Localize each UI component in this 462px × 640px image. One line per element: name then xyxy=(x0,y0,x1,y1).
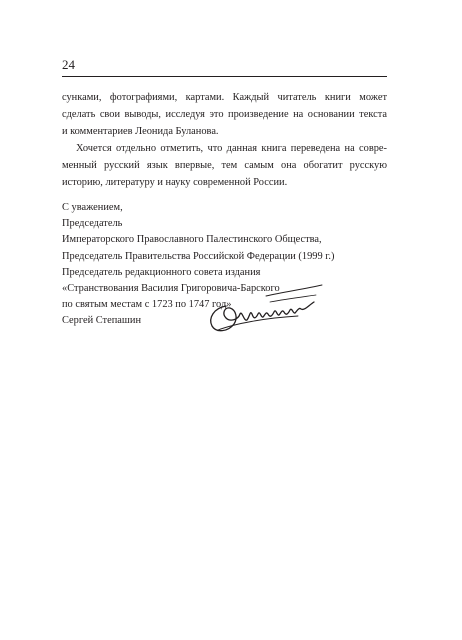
paragraph-2 xyxy=(62,140,387,191)
signature-icon xyxy=(204,280,324,340)
closing-line-6: «Странствования Василия Григоровича-Барского xyxy=(62,283,280,295)
body-line-3: и комментариев Леонида Буланова. xyxy=(62,126,219,137)
body-line-1: сунками, фотографиями, картами. Каждый читатель книги может xyxy=(62,92,387,103)
header-rule xyxy=(62,76,387,77)
signer-name: Сергей Степашин xyxy=(62,315,142,327)
closing-line-7: по святым местам с 1723 по 1747 год» xyxy=(62,299,232,311)
closing-line-3: Императорского Православного Палестинского Общества, xyxy=(62,234,322,246)
body-line-6: историю, литературу и науку современной России. xyxy=(62,177,288,188)
closing-line-4: Председатель Правительства Российской Федерации (1999 г.) xyxy=(62,250,335,262)
paragraph-1 xyxy=(62,89,387,140)
page-number: 24 xyxy=(62,57,75,72)
body-text xyxy=(62,89,387,191)
closing-line-5: Председатель редакционного совета издания xyxy=(62,266,261,278)
body-line-2: сделать свои выводы, исследуя это произведение на основании текста xyxy=(62,109,387,120)
body-line-4: Хочется отдельно отметить, что данная книга переведена на совре- xyxy=(76,143,387,154)
closing-line-2: Председатель xyxy=(62,218,123,230)
body-line-5: менный русский язык впервые, тем самым она обогатит русскую xyxy=(62,160,387,171)
closing-line-1: С уважением, xyxy=(62,202,123,213)
